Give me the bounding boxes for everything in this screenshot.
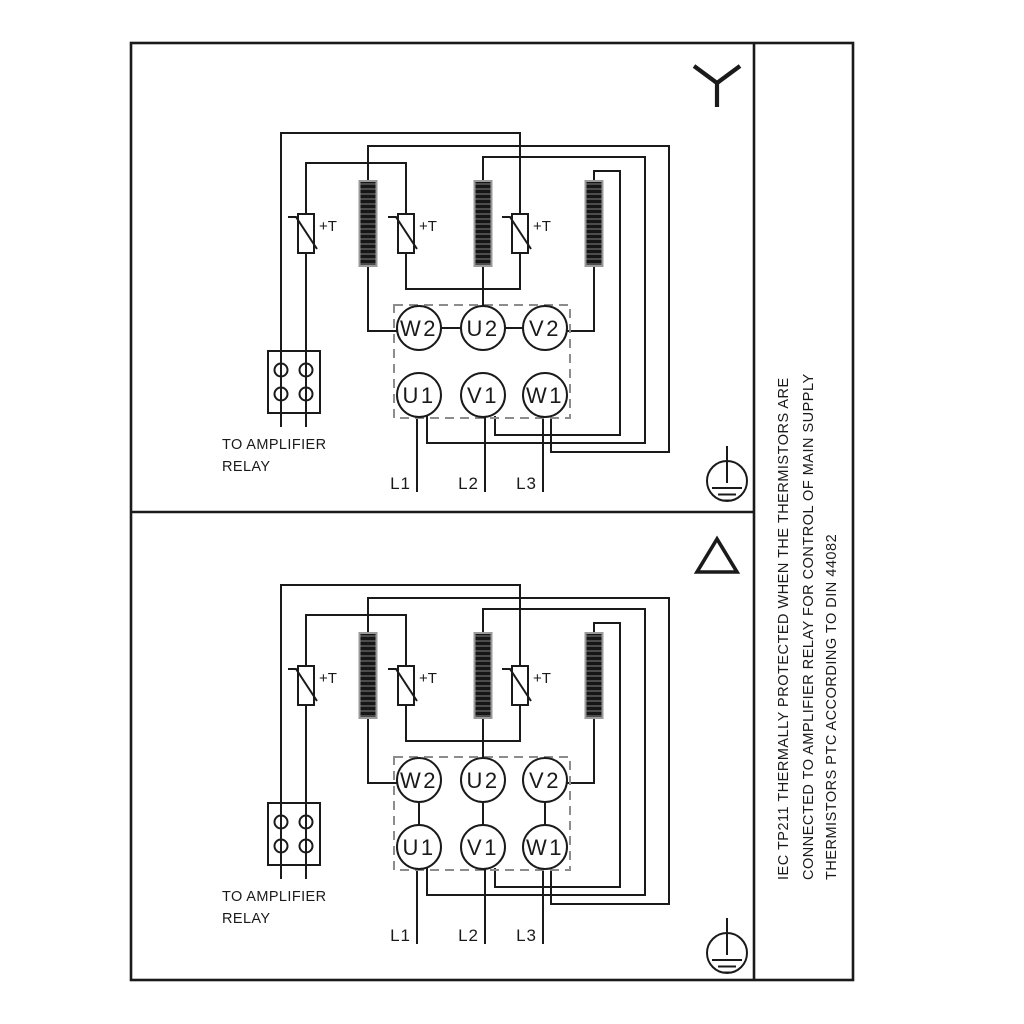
thermistor-label: +T [419,670,437,687]
delta-links [419,802,545,825]
terminal-v1-label: V1 [467,835,499,860]
supply-l3-label: L3 [516,474,537,493]
relay-note-line1: TO AMPLIFIER [222,889,327,905]
supply-l2-label: L2 [458,926,479,945]
terminal-w1-label: W1 [526,835,564,860]
terminal-u2-label: U2 [466,768,500,793]
terminal-w1-label: W1 [526,383,564,408]
terminal-u1-label: U1 [402,835,436,860]
side-note-line2: CONNECTED TO AMPLIFIER RELAY FOR CONTROL OF MAIN SUPPLY [801,373,817,880]
side-note-line3: THERMISTORS PTC ACCORDING TO DIN 44082 [824,533,840,880]
thermistor-label: +T [319,670,337,687]
star-panel [222,66,747,501]
terminal-v2-label: V2 [529,316,561,341]
supply-l1-label: L1 [390,926,411,945]
relay-note-line2: RELAY [222,911,271,927]
delta-panel [222,539,747,973]
relay-note-line1: TO AMPLIFIER [222,437,327,453]
thermistor-label: +T [419,218,437,235]
terminal-u1-label: U1 [402,383,436,408]
terminal-v1-label: V1 [467,383,499,408]
thermistor-label: +T [319,218,337,235]
delta-symbol-icon [697,539,737,572]
earth-ground-icon [707,446,747,501]
supply-l3-label: L3 [516,926,537,945]
terminal-w2-label: W2 [400,768,438,793]
terminal-u2-label: U2 [466,316,500,341]
terminal-w2-label: W2 [400,316,438,341]
thermistor-label: +T [533,218,551,235]
thermistor-label: +T [533,670,551,687]
side-note-line1: IEC TP211 THERMALLY PROTECTED WHEN THE THERMISTORS ARE [776,377,792,880]
relay-note-line2: RELAY [222,459,271,475]
earth-ground-icon [707,918,747,973]
supply-l2-label: L2 [458,474,479,493]
supply-l1-label: L1 [390,474,411,493]
terminal-v2-label: V2 [529,768,561,793]
star-symbol-icon [694,66,740,107]
